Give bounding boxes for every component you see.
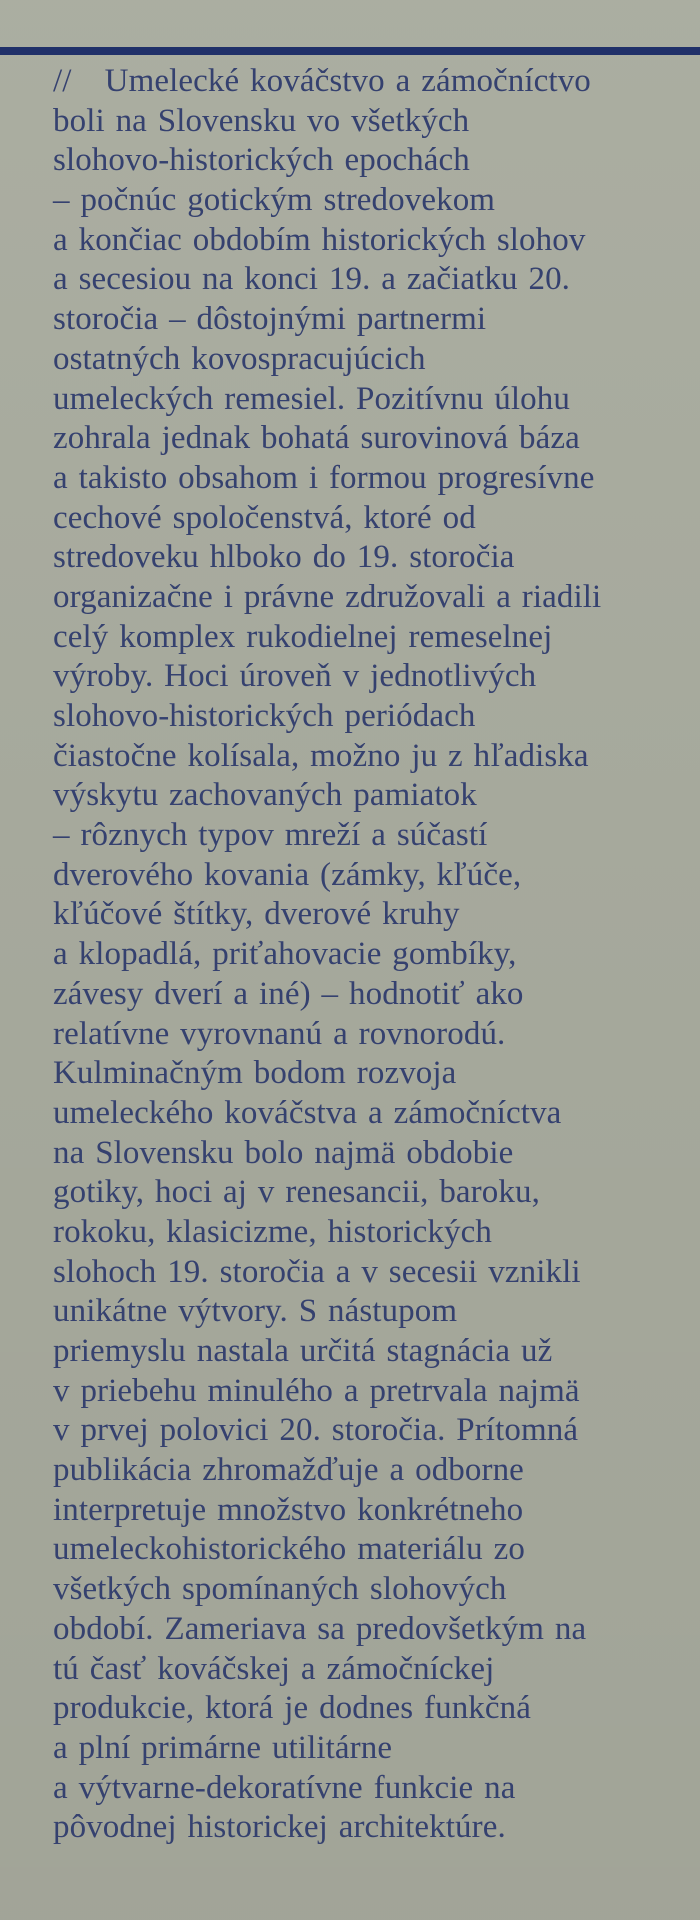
text-line: celý komplex rukodielnej remeselnej (53, 618, 553, 655)
text-line: umeleckohistorického materiálu zo (53, 1531, 525, 1568)
text-line: – počnúc gotickým stredovekom (53, 182, 496, 219)
blurb-text (53, 62, 693, 1848)
text-line: produkcie, ktorá je dodnes funkčná (53, 1690, 531, 1727)
text-line: čiastočne kolísala, možno ju z hľadiska (53, 737, 589, 774)
text-line: období. Zameriava sa predovšetkým na (53, 1610, 587, 1647)
text-line: tú časť kováčskej a zámočníckej (53, 1650, 495, 1687)
text-line: pôvodnej historickej architektúre. (53, 1809, 506, 1846)
text-line: výroby. Hoci úroveň v jednotlivých (53, 658, 537, 695)
text-line: výskytu zachovaných pamiatok (53, 777, 477, 814)
text-line: umeleckého kováčstva a zámočníctva (53, 1094, 562, 1131)
text-line: unikátne výtvory. S nástupom (53, 1293, 458, 1330)
text-line: interpretuje množstvo konkrétneho (53, 1491, 524, 1528)
text-line: ostatných kovospracujúcich (53, 340, 426, 377)
text-line: stredoveku hlboko do 19. storočia (53, 539, 515, 576)
text-line: a končiac obdobím historických slohov (53, 221, 586, 258)
text-line: a výtvarne-dekoratívne funkcie na (53, 1769, 516, 1806)
text-line: – rôznych typov mreží a súčastí (53, 817, 488, 854)
text-line: gotiky, hoci aj v renesancii, baroku, (53, 1174, 540, 1211)
text-line: Kulminačným bodom rozvoja (53, 1055, 457, 1092)
text-line: dverového kovania (zámky, kľúče, (53, 856, 522, 893)
text-line: slohovo-historických epochách (53, 142, 470, 179)
text-line: slohovo-historických periódach (53, 698, 476, 734)
text-line: závesy dverí a iné) – hodnotiť ako (53, 975, 524, 1012)
text-line: slohoch 19. storočia a v secesii vznikli (53, 1253, 581, 1290)
text-line: a secesiou na konci 19. a začiatku 20. (53, 261, 571, 298)
text-line: a plní primárne utilitárne (53, 1729, 393, 1766)
text-line: v priebehu minulého a pretrvala najmä (53, 1372, 580, 1409)
text-line: kľúčové štítky, dverové kruhy (53, 896, 460, 933)
text-line: storočia – dôstojnými partnermi (53, 301, 487, 338)
text-line: priemyslu nastala určitá stagnácia už (53, 1333, 553, 1369)
text-line: a takisto obsahom i formou progresívne (53, 459, 595, 496)
text-line: rokoku, klasicizme, historických (53, 1213, 492, 1250)
top-rule (0, 47, 700, 55)
text-line: publikácia zhromažďuje a odborne (53, 1452, 524, 1489)
text-line: relatívne vyrovnanú a rovnorodú. (53, 1015, 506, 1052)
text-line: na Slovensku bolo najmä obdobie (53, 1134, 514, 1171)
text-line: // Umelecké kováčstvo a zámočníctvo (53, 63, 591, 99)
text-line: zohrala jednak bohatá surovinová báza (53, 420, 580, 457)
text-line: organizačne i právne združovali a riadili (53, 578, 602, 615)
text-line: cechové spoločenstvá, ktoré od (53, 499, 476, 536)
text-line: boli na Slovensku vo všetkých (53, 102, 470, 139)
text-line: v prvej polovici 20. storočia. Prítomná (53, 1412, 579, 1449)
text-line: a klopadlá, priťahovacie gombíky, (53, 936, 517, 973)
text-line: všetkých spomínaných slohových (53, 1571, 507, 1608)
text-line: umeleckých remesiel. Pozitívnu úlohu (53, 380, 570, 417)
